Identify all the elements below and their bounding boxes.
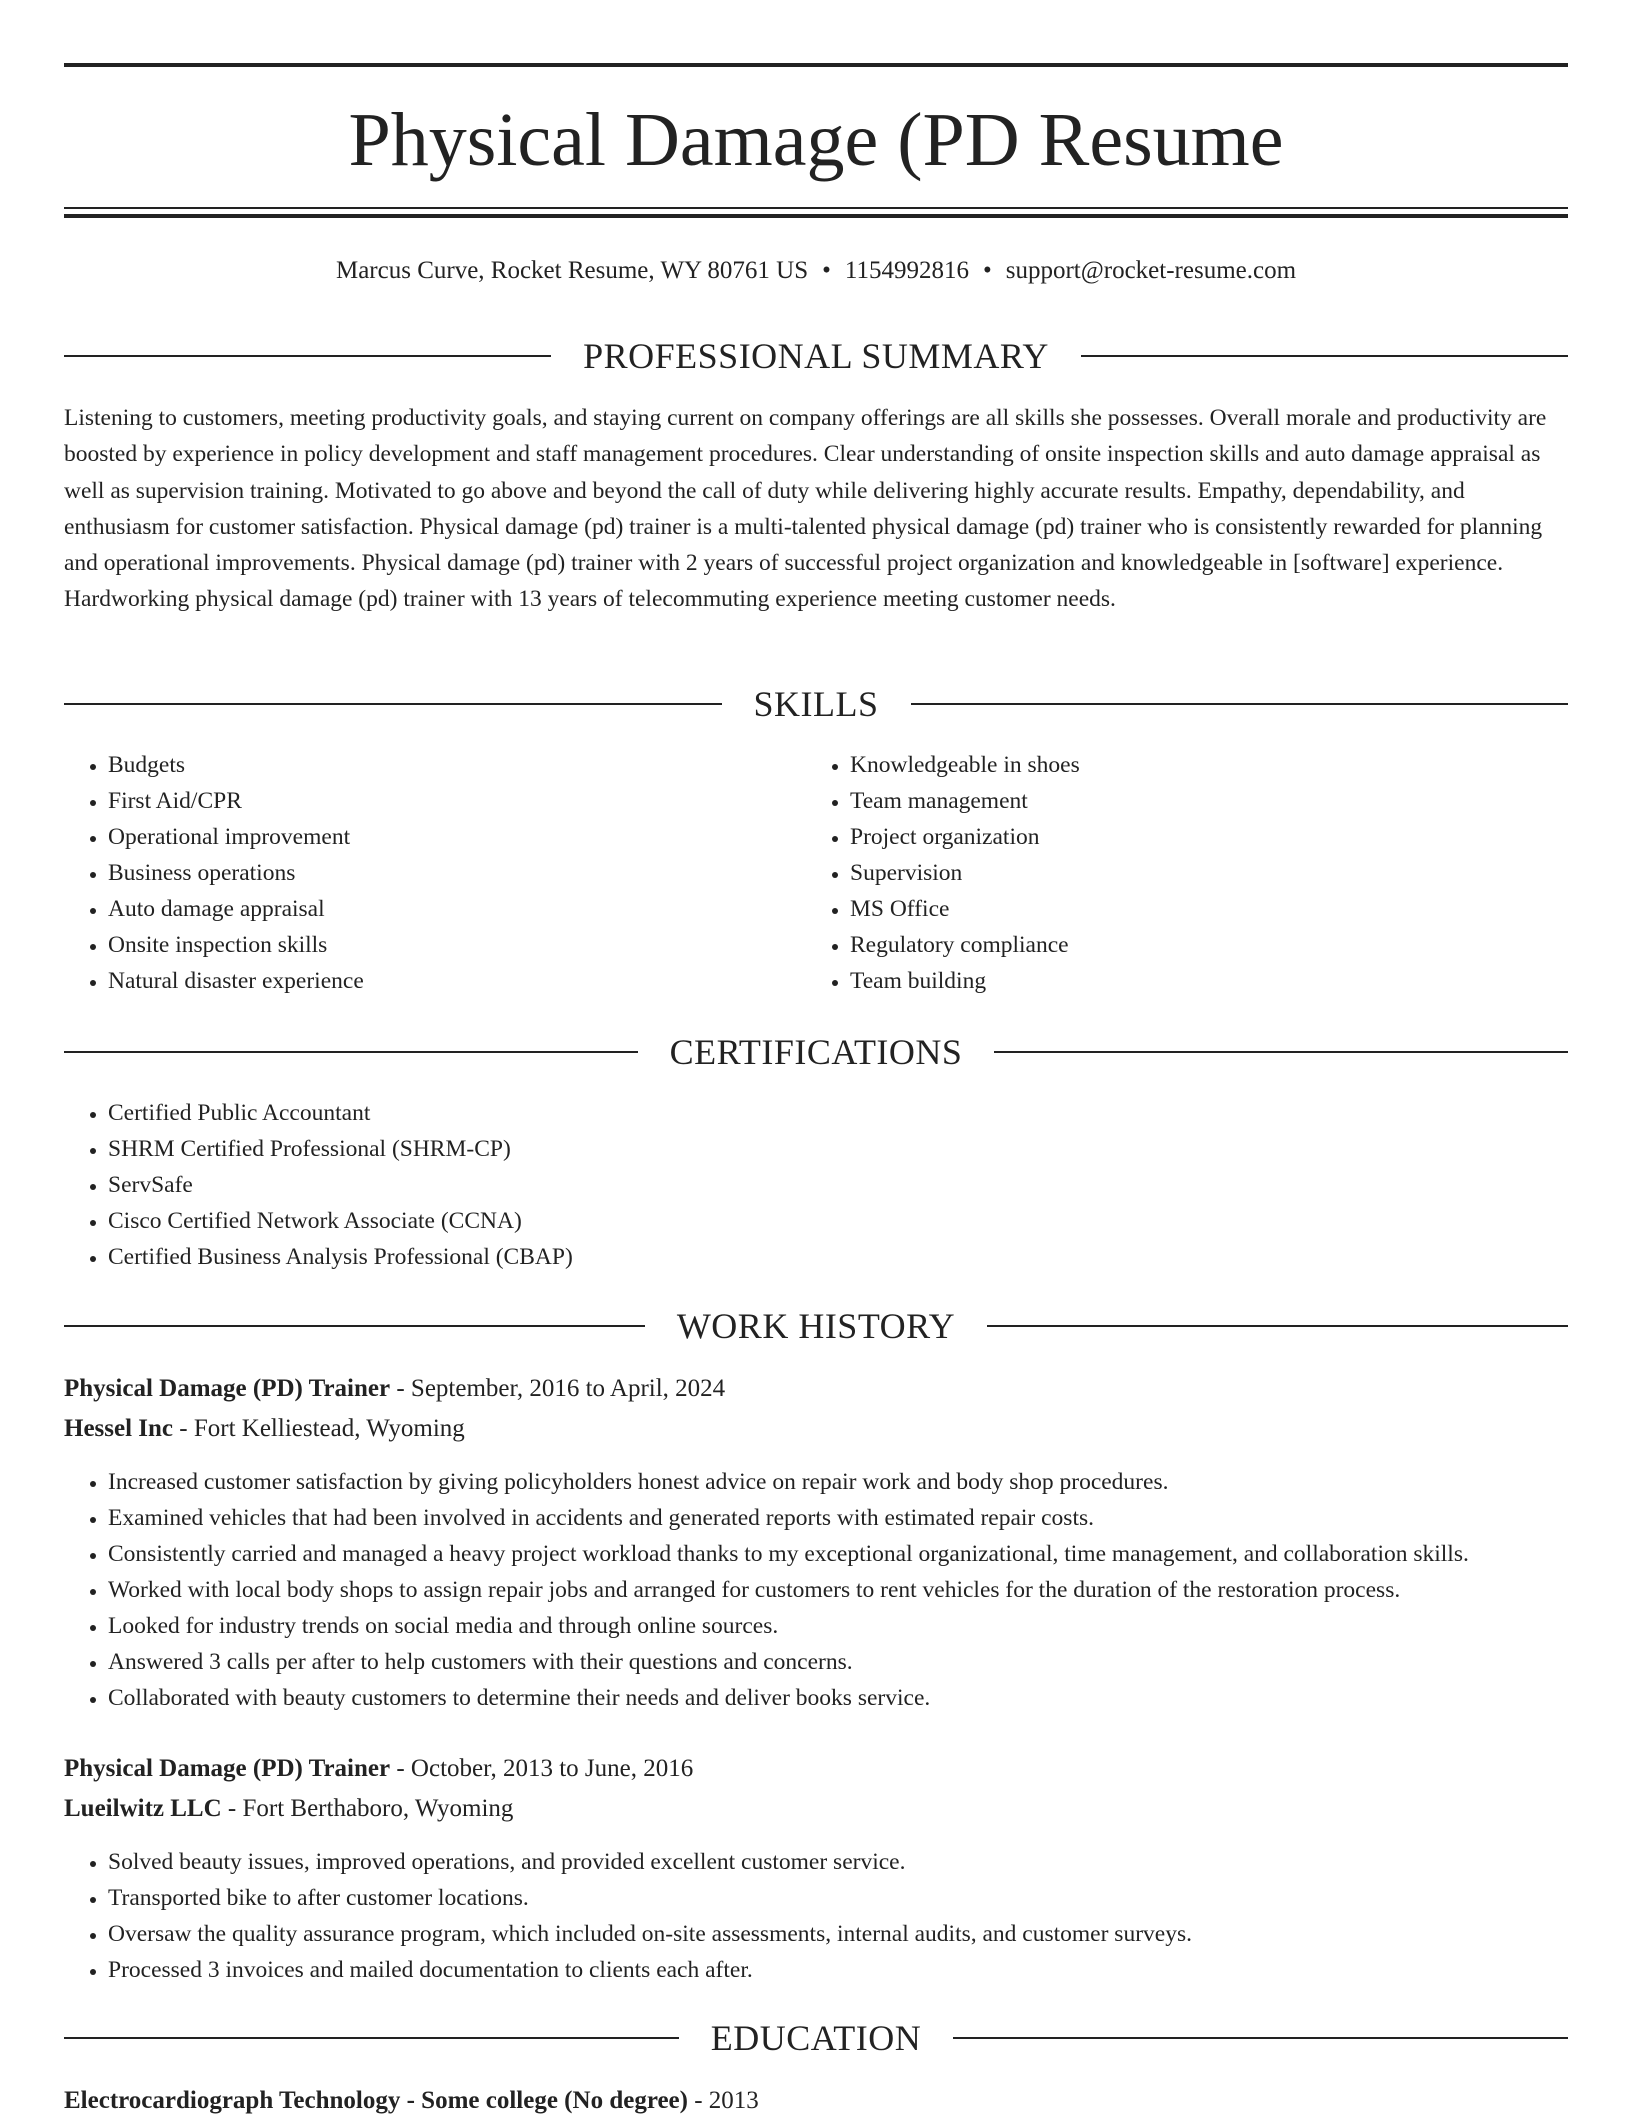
heading-rule	[64, 1051, 638, 1053]
list-item: • Team building	[850, 963, 1506, 999]
list-item: • Regulatory compliance	[850, 927, 1506, 963]
contact-address: Marcus Curve, Rocket Resume, WY 80761 US	[335, 257, 809, 284]
list-item: • First Aid/CPR	[108, 783, 764, 819]
job-location: - Fort Berthaboro, Wyoming	[221, 1795, 514, 1822]
list-item: • Supervision	[850, 855, 1506, 891]
contact-email: support@rocket-resume.com	[1005, 257, 1297, 284]
section-heading-skills	[64, 682, 1568, 726]
heading-rule	[64, 703, 722, 705]
list-item: • Onsite inspection skills	[108, 927, 764, 963]
education-year: - 2013	[687, 2087, 759, 2114]
job-company: Lueilwitz LLC	[64, 1795, 222, 1822]
list-item: • Worked with local body shops to assign repair jobs and arranged for customers to rent vehicles for the duration of the restoration process.	[108, 1572, 1568, 1608]
job-dates: - October, 2013 to June, 2016	[390, 1755, 694, 1782]
section-heading-education	[64, 2016, 1568, 2060]
header-top-rule	[64, 63, 1568, 67]
list-item: • Answered 3 calls per after to help customers with their questions and concerns.	[108, 1644, 1568, 1680]
contact-line	[64, 255, 1568, 287]
list-item: • SHRM Certified Professional (SHRM-CP)	[108, 1131, 1568, 1167]
section-heading-summary	[64, 334, 1568, 378]
job-bullet-list	[64, 1464, 1568, 1716]
education-degree: Electrocardiograph Technology - Some college (No degree)	[64, 2087, 688, 2114]
job-1-company-line	[64, 1409, 465, 1449]
list-item: • Certified Business Analysis Professional (CBAP)	[108, 1239, 1568, 1275]
job-location: - Fort Kelliestead, Wyoming	[173, 1415, 465, 1442]
list-item: • Business operations	[108, 855, 764, 891]
list-item: • Natural disaster experience	[108, 963, 764, 999]
job-bullet-list	[64, 1844, 1568, 1988]
list-item: • Consistently carried and managed a heavy project workload thanks to my exceptional organizational, time management, and collaboration skills.	[108, 1536, 1568, 1572]
heading-rule	[953, 2037, 1568, 2039]
contact-phone: 1154992816	[844, 257, 969, 284]
skills-column-left	[64, 747, 764, 999]
job-2-bullets	[64, 1844, 1568, 1988]
section-title: PROFESSIONAL SUMMARY	[583, 336, 1049, 376]
job-2-company-line	[64, 1789, 513, 1829]
header-rule-2	[64, 214, 1568, 218]
contact-separator: •	[822, 257, 831, 284]
list-item: • ServSafe	[108, 1167, 1568, 1203]
section-title: EDUCATION	[710, 2018, 922, 2058]
list-item: • Team management	[850, 783, 1506, 819]
list-item: • Solved beauty issues, improved operations, and provided excellent customer service.	[108, 1844, 1568, 1880]
list-item: • Operational improvement	[108, 819, 764, 855]
list-item: • Processed 3 invoices and mailed documentation to clients each after.	[108, 1952, 1568, 1988]
list-item: • MS Office	[850, 891, 1506, 927]
heading-rule	[994, 1051, 1568, 1053]
resume-title: Physical Damage (PD Resume	[348, 98, 1284, 182]
heading-rule	[987, 1325, 1568, 1327]
certifications-list	[64, 1095, 1568, 1275]
section-title: CERTIFICATIONS	[669, 1032, 963, 1072]
list-item: • Oversaw the quality assurance program, which included on-site assessments, internal audits, and customer surveys.	[108, 1916, 1568, 1952]
section-title: SKILLS	[753, 684, 879, 724]
list-item: • Knowledgeable in shoes	[850, 747, 1506, 783]
section-title: WORK HISTORY	[676, 1306, 956, 1346]
job-1-bullets	[64, 1464, 1568, 1716]
skills-column-right	[806, 747, 1506, 999]
job-title: Physical Damage (PD) Trainer	[64, 1375, 391, 1402]
list-item: • Transported bike to after customer locations.	[108, 1880, 1568, 1916]
list-item: • Looked for industry trends on social media and through online sources.	[108, 1608, 1568, 1644]
list-item: • Project organization	[850, 819, 1506, 855]
heading-rule	[911, 703, 1569, 705]
skills-list-left	[64, 747, 764, 999]
heading-rule	[64, 1325, 645, 1327]
job-title: Physical Damage (PD) Trainer	[64, 1755, 391, 1782]
heading-rule	[64, 2037, 679, 2039]
contact-separator: •	[982, 257, 992, 284]
list-item: • Certified Public Accountant	[108, 1095, 1568, 1131]
summary-text: Listening to customers, meeting productivity goals, and staying current on company offerings are all skills she possesses. Overall morale and productivity are boosted by experience in policy development and staff management procedures. Clear understanding of onsite inspection skills and auto damage appraisal as well as supervision training. Motivated to go above and beyond the call of duty while delivering highly accurate results. Empathy, dependability, and enthusiasm for customer satisfaction. Physical damage (pd) trainer is a multi-talented physical damage (pd) trainer who is consistently rewarded for planning and operational improvements. Physical damage (pd) trainer with 2 years of successful project organization and knowledgeable in [software] experience. Hardworking physical damage (pd) trainer with 13 years of telecommuting experience meeting customer needs.	[64, 405, 1547, 613]
skills-list-right	[806, 747, 1506, 999]
heading-rule	[64, 355, 551, 357]
job-dates: - September, 2016 to April, 2024	[390, 1375, 726, 1402]
education-entry	[64, 2081, 759, 2121]
job-2-title-line	[64, 1749, 693, 1789]
section-heading-certifications	[64, 1030, 1568, 1074]
list-item: • Budgets	[108, 747, 764, 783]
list-item: • Collaborated with beauty customers to determine their needs and deliver books service.	[108, 1680, 1568, 1716]
certifications-block	[64, 1095, 1568, 1275]
header-rule-1	[64, 207, 1568, 209]
list-item: • Auto damage appraisal	[108, 891, 764, 927]
job-1-title-line	[64, 1369, 725, 1409]
list-item: • Examined vehicles that had been involved in accidents and generated reports with estimated repair costs.	[108, 1500, 1568, 1536]
heading-rule	[1081, 355, 1568, 357]
job-company: Hessel Inc	[64, 1415, 174, 1442]
section-heading-work	[64, 1304, 1568, 1348]
list-item: • Increased customer satisfaction by giving policyholders honest advice on repair work and body shop procedures.	[108, 1464, 1568, 1500]
list-item: • Cisco Certified Network Associate (CCNA)	[108, 1203, 1568, 1239]
